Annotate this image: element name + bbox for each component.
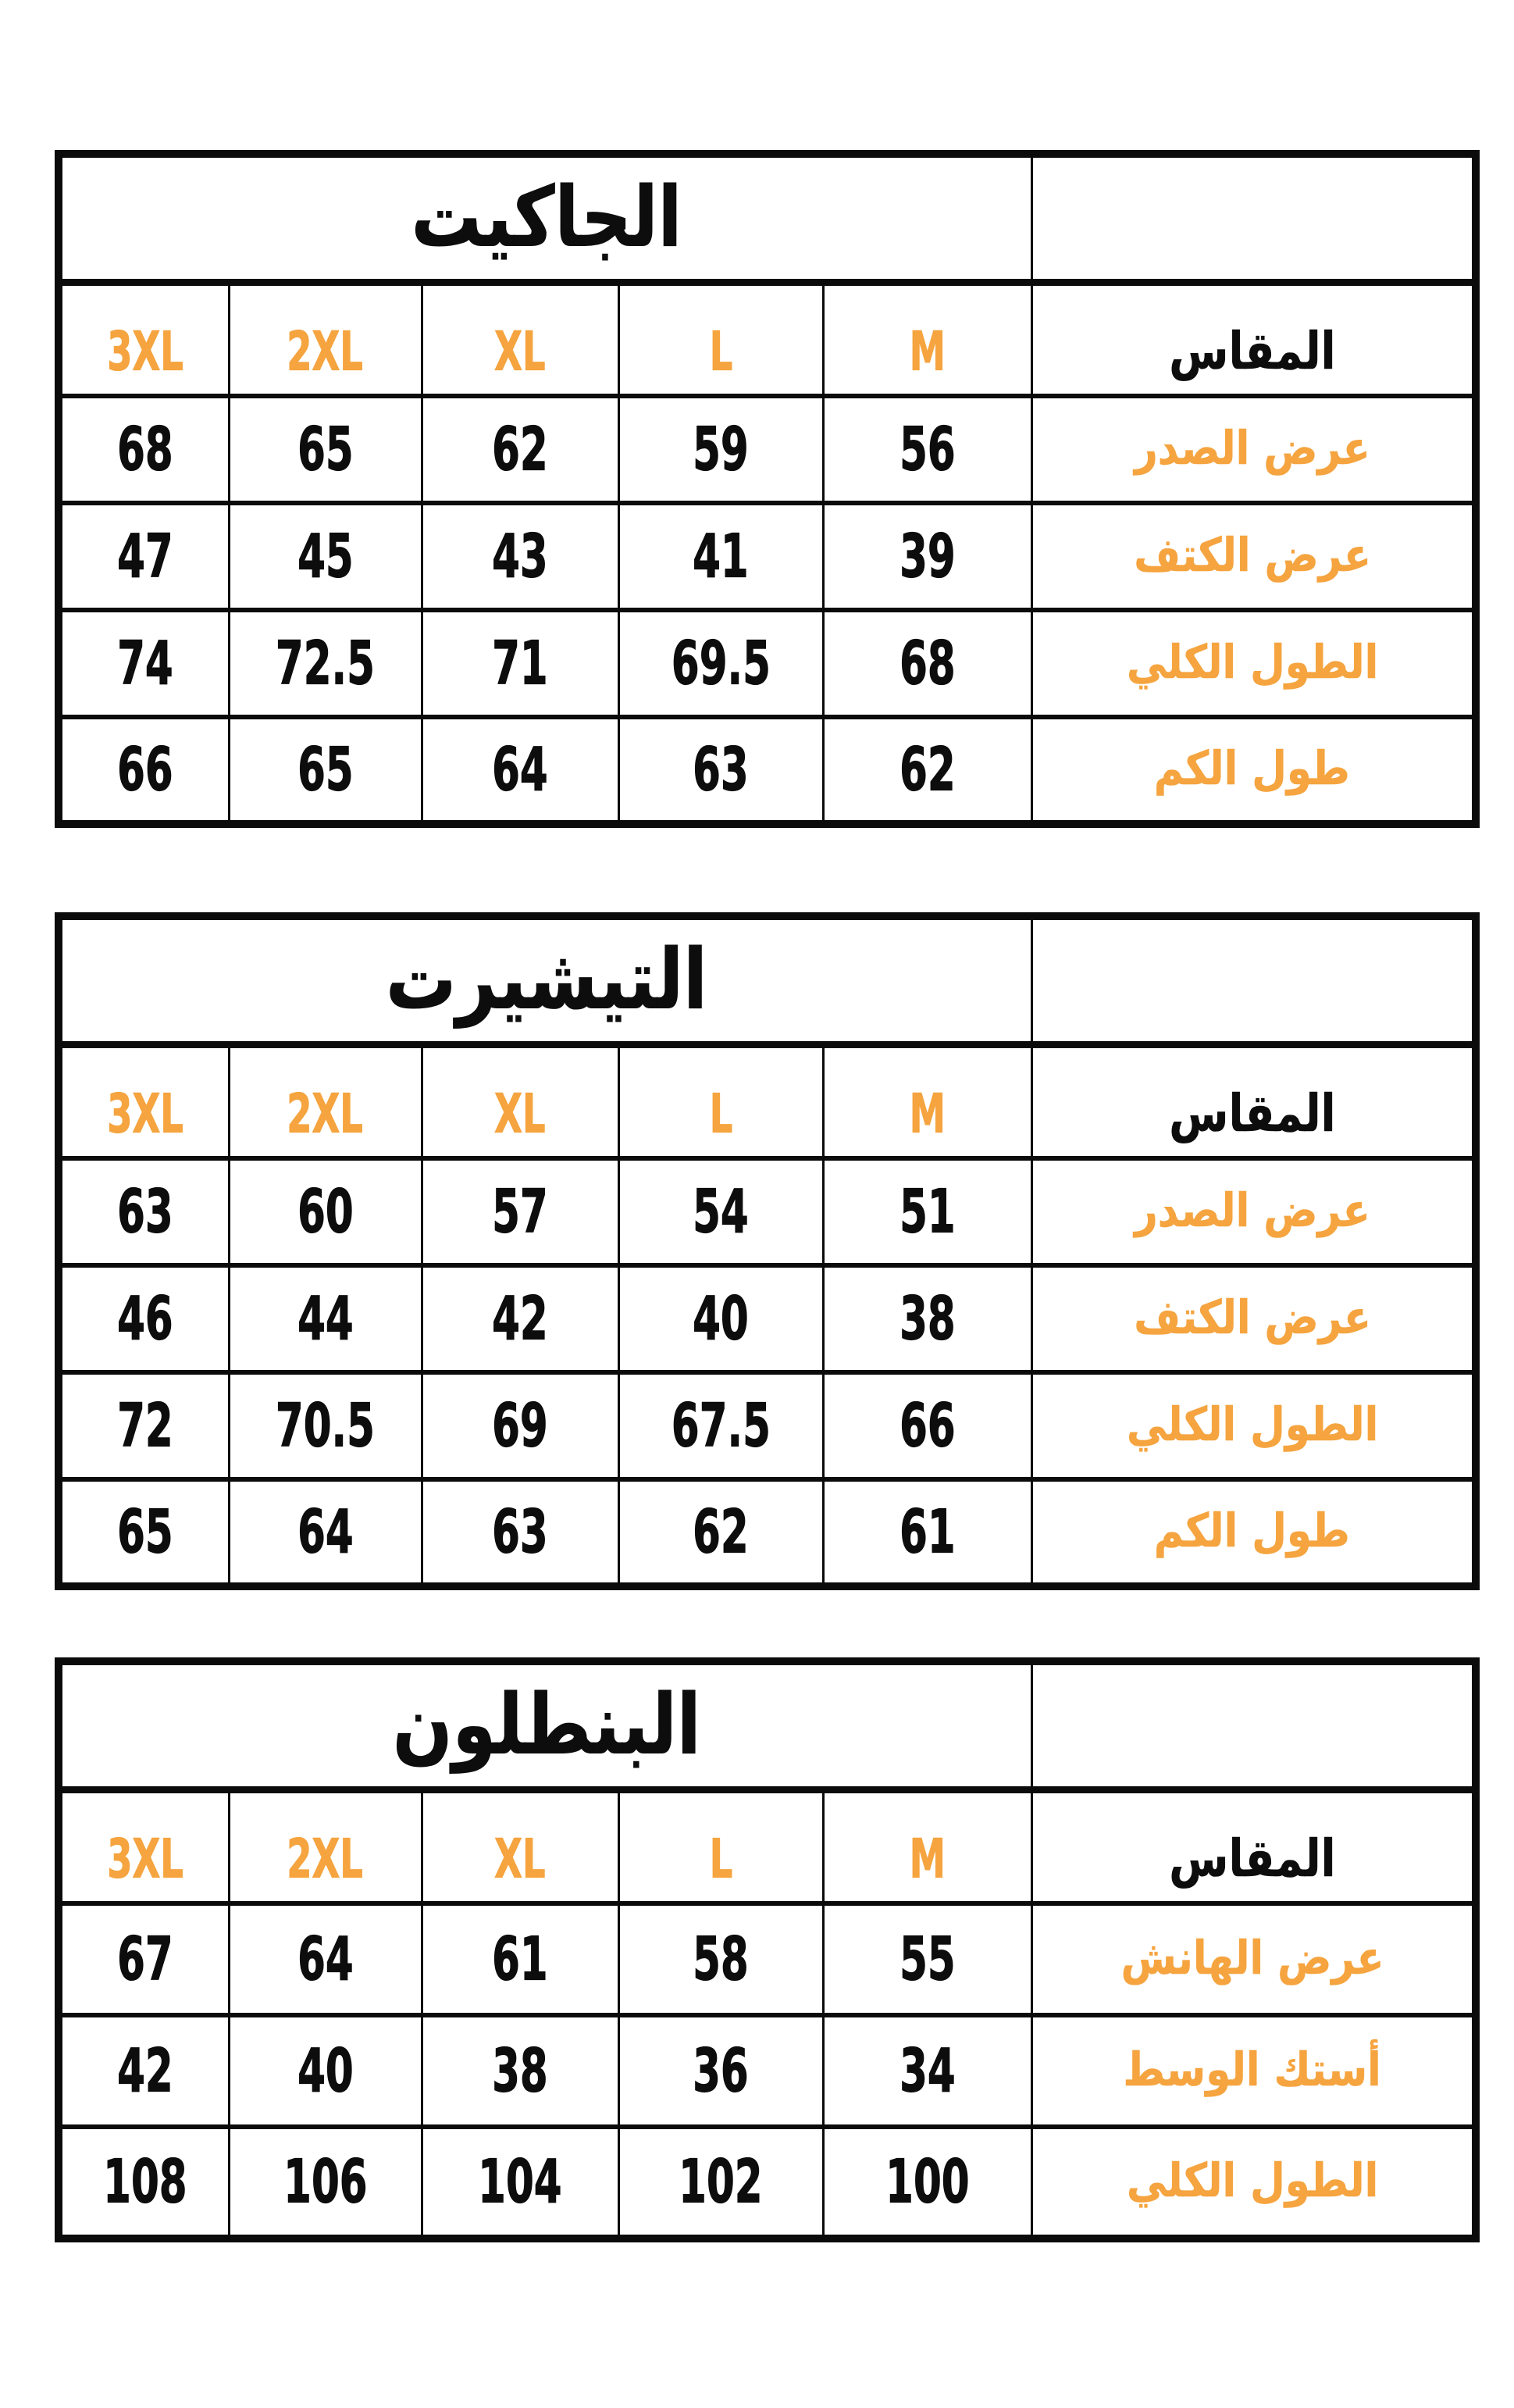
row-label-cell [1031,2127,1476,2239]
size-col-label: 3XL [106,319,183,383]
header-row [59,1789,1476,1903]
value-cell [422,1903,618,2015]
value-cell [229,2127,422,2239]
value-text: 66 [116,734,173,804]
value-text: 61 [492,1924,548,1994]
size-col-2xl [229,1044,422,1158]
value-text: 67 [116,1924,173,1994]
row-label: عرض الكتف [1133,529,1371,583]
size-col-xl [422,1789,618,1903]
value-text: 100 [885,2146,970,2217]
value-cell [618,2127,823,2239]
value-cell [618,717,823,824]
size-col-3xl [59,1044,229,1158]
table-row [59,503,1476,610]
value-cell [59,717,229,824]
value-text: 72.5 [275,628,376,698]
table-row [59,396,1476,503]
value-text: 69.5 [671,628,771,698]
row-label-cell [1031,1265,1476,1372]
value-text: 62 [899,734,956,804]
value-text: 59 [693,414,749,484]
row-label: الطول الكلي [1126,1398,1378,1453]
size-col-l [618,282,823,396]
value-cell [59,1903,229,2015]
size-col-label: M [909,1827,946,1890]
size-col-label: XL [494,1082,546,1145]
table-row [59,1903,1476,2015]
header-row [59,1044,1476,1158]
value-text: 104 [478,2146,562,2217]
value-cell [59,1479,229,1586]
table-row [59,2015,1476,2127]
value-cell [823,1372,1031,1479]
value-text: 40 [693,1283,749,1354]
value-cell [422,1158,618,1265]
value-text: 64 [492,734,548,804]
value-cell [618,1265,823,1372]
value-cell [59,2127,229,2239]
size-header-cell [1031,282,1476,396]
size-col-label: XL [494,319,546,383]
value-text: 102 [679,2146,763,2217]
size-header-label: المقاس [1169,1083,1336,1144]
value-cell [422,1265,618,1372]
table-title-cell [59,154,1031,282]
value-text: 68 [116,414,173,484]
title-empty-cell [1031,1661,1476,1789]
value-cell [229,717,422,824]
value-text: 43 [492,521,548,591]
table-title-cell [59,916,1031,1044]
value-cell [422,2015,618,2127]
size-table-jacket [55,150,1480,828]
table-row [59,2127,1476,2239]
row-label: طول الكم [1154,742,1351,797]
value-cell [229,2015,422,2127]
title-empty-cell [1031,916,1476,1044]
row-label: الطول الكلي [1126,2154,1378,2209]
size-col-label: 2XL [287,1082,364,1145]
value-cell [229,1479,422,1586]
size-col-3xl [59,1789,229,1903]
value-text: 64 [297,1497,354,1567]
value-text: 67.5 [671,1390,771,1461]
value-cell [422,396,618,503]
table-row [59,1158,1476,1265]
value-cell [422,503,618,610]
size-col-label: L [709,1827,732,1890]
value-text: 106 [283,2146,368,2217]
value-cell [823,1158,1031,1265]
value-cell [422,1372,618,1479]
row-label-cell [1031,396,1476,503]
row-label-cell [1031,2015,1476,2127]
value-cell [59,1372,229,1479]
header-row [59,282,1476,396]
size-col-label: 3XL [106,1827,183,1890]
value-cell [59,2015,229,2127]
value-cell [823,610,1031,717]
table-row [59,610,1476,717]
value-text: 46 [116,1283,173,1354]
size-col-m [823,1789,1031,1903]
value-cell [823,396,1031,503]
value-text: 51 [899,1176,956,1247]
size-col-label: M [909,1082,946,1145]
value-text: 41 [693,521,749,591]
value-cell [229,1372,422,1479]
value-text: 108 [103,2146,187,2217]
value-text: 74 [116,628,173,698]
value-text: 63 [116,1176,173,1247]
size-col-label: M [909,319,946,383]
size-col-m [823,282,1031,396]
value-text: 40 [297,2035,354,2106]
value-text: 61 [899,1497,956,1567]
value-text: 36 [693,2035,749,2106]
value-cell [618,610,823,717]
value-cell [59,1158,229,1265]
row-label: عرض الصدر [1134,422,1370,476]
row-label-cell [1031,1372,1476,1479]
value-cell [59,1265,229,1372]
size-col-2xl [229,1789,422,1903]
value-cell [229,396,422,503]
value-text: 38 [899,1283,956,1354]
value-cell [823,503,1031,610]
size-col-label: 3XL [106,1082,183,1145]
value-cell [618,1158,823,1265]
value-text: 71 [492,628,548,698]
value-text: 45 [297,521,354,591]
value-cell [823,1903,1031,2015]
table-row [59,1372,1476,1479]
value-text: 62 [693,1497,749,1567]
title-row [59,1661,1476,1789]
table-title: الجاكيت [411,169,682,266]
size-col-label: 2XL [287,1827,364,1890]
size-col-label: 2XL [287,319,364,383]
value-cell [229,1265,422,1372]
value-cell [59,396,229,503]
table-row [59,1479,1476,1586]
row-label-cell [1031,610,1476,717]
value-text: 68 [899,628,956,698]
value-text: 42 [116,2035,173,2106]
value-cell [618,1903,823,2015]
value-cell [823,2127,1031,2239]
value-text: 55 [899,1924,956,1994]
size-col-label: L [709,1082,732,1145]
value-text: 54 [693,1176,749,1247]
value-text: 34 [899,2035,956,2106]
size-col-l [618,1044,823,1158]
value-cell [229,610,422,717]
row-label: الطول الكلي [1126,636,1378,690]
value-text: 38 [492,2035,548,2106]
value-text: 62 [492,414,548,484]
value-cell [422,1479,618,1586]
value-cell [422,610,618,717]
size-col-label: XL [494,1827,546,1890]
value-text: 63 [492,1497,548,1567]
value-cell [618,396,823,503]
value-text: 39 [899,521,956,591]
value-cell [422,2127,618,2239]
row-label-cell [1031,1158,1476,1265]
row-label: عرض الصدر [1134,1184,1370,1239]
size-col-label: L [709,319,732,383]
size-col-xl [422,282,618,396]
size-col-xl [422,1044,618,1158]
value-text: 58 [693,1924,749,1994]
value-cell [823,1265,1031,1372]
table-title: البنطلون [392,1676,701,1774]
value-text: 65 [116,1497,173,1567]
table-row [59,1265,1476,1372]
size-col-l [618,1789,823,1903]
row-label: عرض الهانش [1120,1932,1384,1986]
row-label: أستك الوسط [1123,2043,1381,2098]
table-row [59,717,1476,824]
size-header-label: المقاس [1169,321,1336,382]
value-text: 60 [297,1176,354,1247]
value-cell [59,503,229,610]
value-text: 44 [297,1283,354,1354]
size-table-pants [55,1657,1480,2242]
size-header-cell [1031,1789,1476,1903]
row-label: طول الكم [1154,1504,1351,1559]
size-col-3xl [59,282,229,396]
value-cell [229,1903,422,2015]
title-row [59,916,1476,1044]
value-cell [229,1158,422,1265]
size-header-label: المقاس [1169,1828,1336,1889]
value-cell [823,1479,1031,1586]
value-cell [618,503,823,610]
row-label: عرض الكتف [1133,1291,1371,1346]
size-table-tshirt [55,912,1480,1590]
value-cell [823,717,1031,824]
size-header-cell [1031,1044,1476,1158]
value-cell [59,610,229,717]
value-text: 47 [116,521,173,591]
row-label-cell [1031,717,1476,824]
size-col-2xl [229,282,422,396]
value-text: 57 [492,1176,548,1247]
value-text: 66 [899,1390,956,1461]
value-text: 69 [492,1390,548,1461]
value-text: 64 [297,1924,354,1994]
value-cell [618,1372,823,1479]
title-row [59,154,1476,282]
table-title-cell [59,1661,1031,1789]
value-text: 65 [297,414,354,484]
row-label-cell [1031,1903,1476,2015]
value-cell [229,503,422,610]
row-label-cell [1031,1479,1476,1586]
value-text: 56 [899,414,956,484]
value-text: 65 [297,734,354,804]
table-title: التيشيرت [385,931,707,1029]
value-cell [823,2015,1031,2127]
value-cell [422,717,618,824]
row-label-cell [1031,503,1476,610]
value-text: 63 [693,734,749,804]
value-cell [618,1479,823,1586]
value-text: 42 [492,1283,548,1354]
value-text: 72 [116,1390,173,1461]
value-text: 70.5 [275,1390,376,1461]
value-cell [618,2015,823,2127]
title-empty-cell [1031,154,1476,282]
size-col-m [823,1044,1031,1158]
